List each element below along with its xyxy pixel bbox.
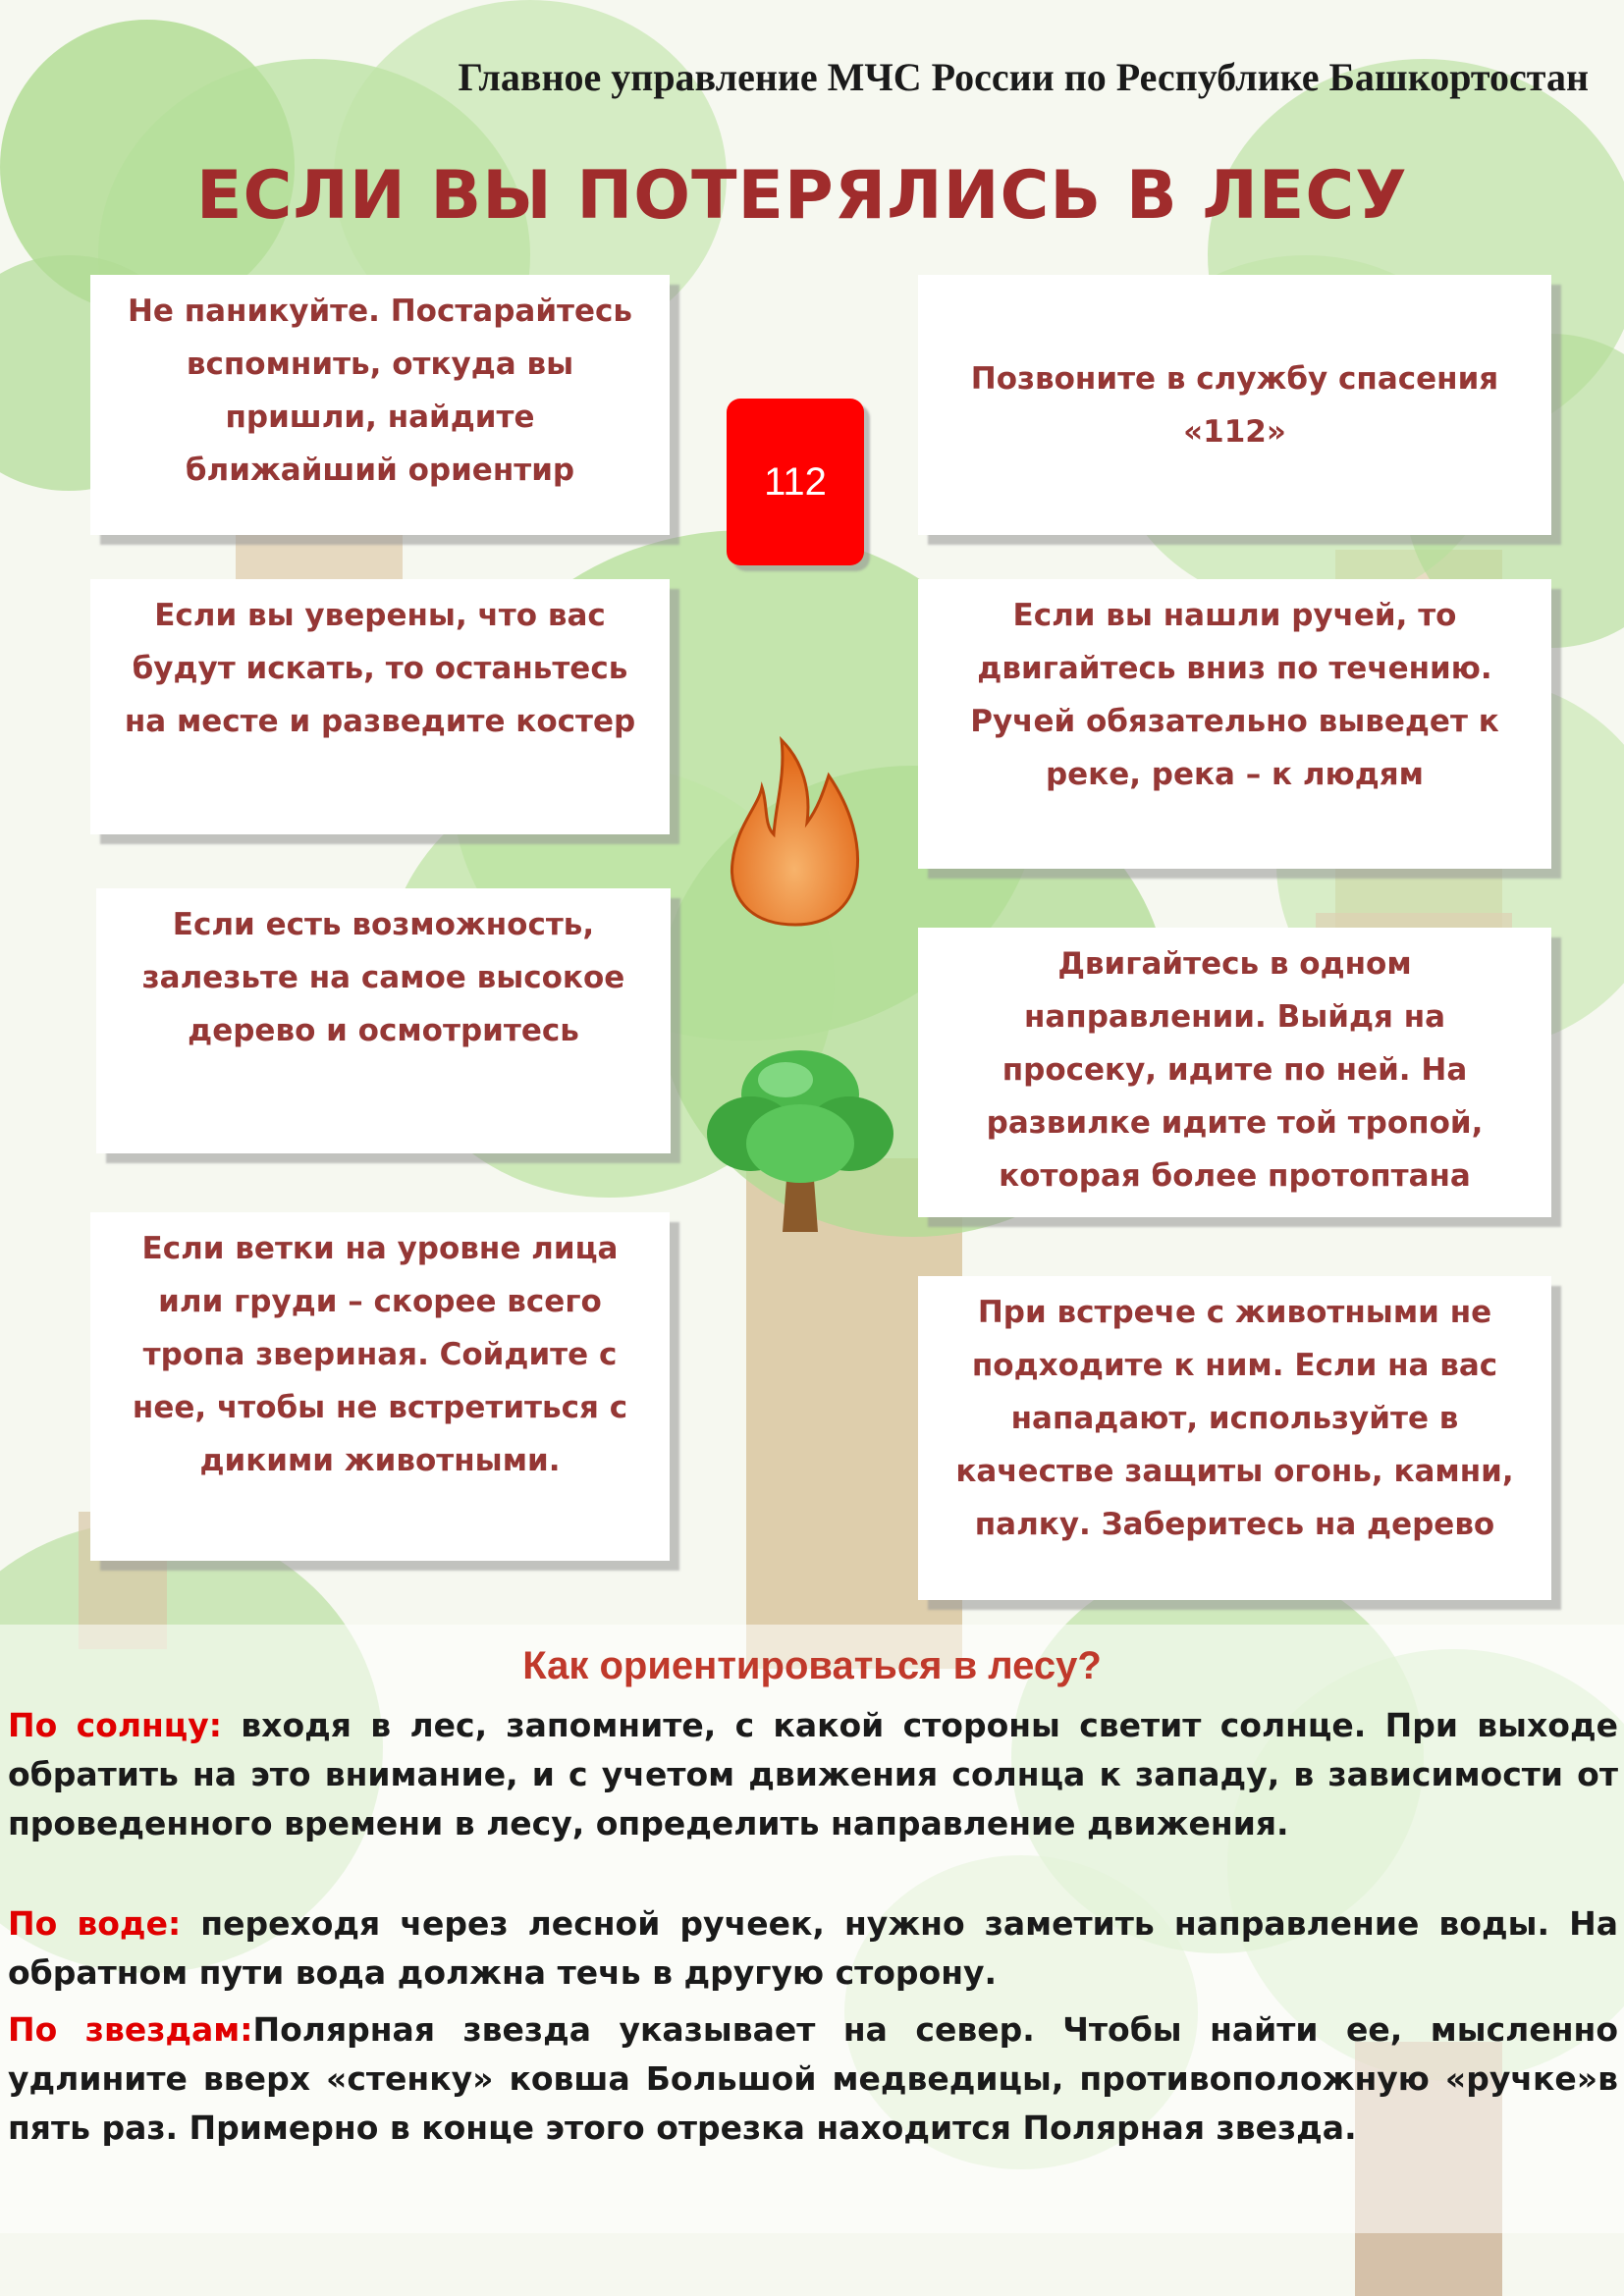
tip-card-follow-stream: [918, 579, 1551, 869]
tip-line: палку. Заберитесь на дерево: [974, 1507, 1495, 1542]
tip-line: двигайтесь вниз по течению.: [977, 651, 1492, 686]
tip-line: нападают, используйте в: [1010, 1401, 1459, 1436]
tip-line: Если есть возможность,: [172, 907, 595, 942]
orientation-by-water: [8, 1899, 1618, 1998]
tip-line: Если вы нашли ручей, то: [1012, 598, 1457, 633]
tip-line: дикими животными.: [199, 1443, 561, 1478]
tip-line: «112»: [1183, 413, 1286, 450]
tip-line: Если ветки на уровне лица: [141, 1231, 619, 1266]
tip-line: Позвоните в службу спасения: [970, 360, 1499, 397]
tip-line: дерево и осмотритесь: [188, 1013, 579, 1048]
orientation-by-stars: [8, 2005, 1618, 2153]
tip-line: реке, река – к людям: [1045, 757, 1425, 792]
sun-lead: По солнцу:: [8, 1706, 222, 1744]
tip-line: ближайший ориентир: [185, 453, 575, 488]
tip-line: направлении. Выйдя на: [1023, 999, 1446, 1035]
tip-line: Двигайтесь в одном: [1057, 946, 1412, 982]
fire-icon: [717, 697, 874, 933]
stars-lead: По звездам:: [8, 2010, 253, 2049]
tip-card-stay-and-make-fire: [90, 579, 670, 834]
sun-line: входя в лес, запомните, с какой стороны светит солнце. При: [241, 1706, 1458, 1744]
tip-card-wild-animals: [918, 1276, 1551, 1600]
tip-line: которая более протоптана: [999, 1158, 1471, 1194]
tip-line: Не паникуйте. Постарайтесь: [127, 294, 633, 329]
tip-card-call-112: [918, 275, 1551, 535]
tip-line: подходите к ним. Если на вас: [971, 1348, 1498, 1383]
tree-icon: [702, 1036, 898, 1242]
tip-line: При встрече с животными не: [977, 1295, 1492, 1330]
tip-line: качестве защиты огонь, камни,: [955, 1454, 1514, 1489]
water-line: переходя через лесной ручеек, нужно заметить направление воды.: [200, 1904, 1550, 1943]
tip-line: или груди – скорее всего: [158, 1284, 602, 1319]
tip-card-animal-trail: [90, 1212, 670, 1561]
tip-line: пришли, найдите: [225, 400, 535, 435]
tip-line: тропа звериная. Сойдите с: [142, 1337, 618, 1372]
water-lead: По воде:: [8, 1904, 182, 1943]
tip-card-dont-panic: [90, 275, 670, 535]
orientation-by-sun: [8, 1701, 1618, 1848]
tip-line: залезьте на самое высокое: [141, 960, 625, 995]
stars-line: Полярная звезда указывает на север. Чтобы найти ее, мысленно: [252, 2010, 1618, 2049]
tip-line: на месте и разведите костер: [124, 704, 636, 739]
tip-card-one-direction: [918, 928, 1551, 1217]
tip-line: вспомнить, откуда вы: [186, 347, 574, 382]
tip-line: просеку, идите по ней. На: [1001, 1052, 1468, 1088]
emergency-112-badge: 112: [727, 399, 864, 565]
tip-line: развилке идите той тропой,: [986, 1105, 1484, 1141]
tip-line: будут искать, то останьтесь: [132, 651, 628, 686]
tip-line: Если вы уверены, что вас: [154, 598, 606, 633]
sun-line: в зависимости от проведенного времени в лесу, определить направление: [8, 1755, 1618, 1842]
orientation-section-title: Как ориентироваться в лесу?: [522, 1644, 1102, 1687]
stars-line: звезда.: [1216, 2109, 1357, 2147]
stars-line: удлините вверх «стенку» ковша Большой медведицы, противоположную: [8, 2059, 1430, 2098]
organization-header: Главное управление МЧС России по Республике Башкортостан: [458, 55, 1589, 99]
tip-card-climb-tree: [96, 888, 671, 1153]
sun-line: выходе обратить на это внимание, и с учетом движения солнца к западу,: [8, 1706, 1618, 1793]
water-line: На обратном пути вода должна течь в другую сторону.: [8, 1904, 1618, 1992]
tip-line: Ручей обязательно выведет к: [970, 704, 1499, 739]
stars-line: «ручке»в пять раз. Примерно в конце этого отрезка находится Полярная: [8, 2059, 1618, 2147]
page-title: ЕСЛИ ВЫ ПОТЕРЯЛИСЬ В ЛЕСУ: [196, 157, 1408, 235]
sun-line: движения.: [1087, 1804, 1289, 1842]
tip-line: нее, чтобы не встретиться с: [132, 1390, 628, 1425]
